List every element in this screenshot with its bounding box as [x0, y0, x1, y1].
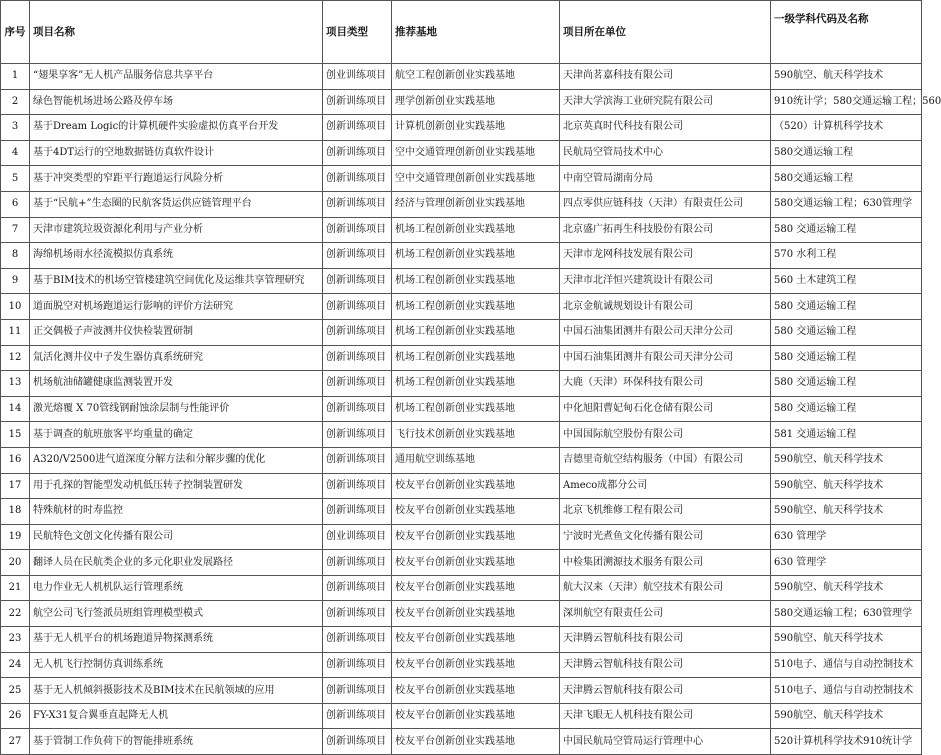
cell-type: 创业训练项目: [323, 524, 392, 550]
cell-no: 2: [1, 89, 30, 115]
cell-unit: 北京英真时代科技有限公司: [560, 115, 771, 141]
cell-base: 机场工程创新创业实践基地: [392, 345, 560, 371]
cell-unit: 天津腾云智航科技有限公司: [560, 627, 771, 653]
cell-unit: 四点零供应链科技（天津）有限责任公司: [560, 191, 771, 217]
cell-discipline: 580 交通运输工程: [771, 294, 922, 320]
table-row: [1, 473, 922, 499]
cell-no: 8: [1, 243, 30, 269]
cell-no: 4: [1, 140, 30, 166]
cell-unit: 吉德里奇航空结构服务（中国）有限公司: [560, 447, 771, 473]
cell-no: 21: [1, 575, 30, 601]
cell-name: 氚活化测井仪中子发生器仿真系统研究: [30, 345, 323, 371]
table-row: [1, 217, 922, 243]
cell-base: 校友平台创新创业实践基地: [392, 652, 560, 678]
cell-no: 15: [1, 422, 30, 448]
cell-no: 16: [1, 447, 30, 473]
cell-type: 创新训练项目: [323, 371, 392, 397]
cell-no: 18: [1, 499, 30, 525]
cell-name: 基于冲突类型的窄距平行跑道运行风险分析: [30, 166, 323, 192]
table-row: [1, 243, 922, 269]
cell-base: 理学创新创业实践基地: [392, 89, 560, 115]
table-row: [1, 371, 922, 397]
cell-unit: 天津腾云智航科技有限公司: [560, 652, 771, 678]
cell-base: 校友平台创新创业实践基地: [392, 550, 560, 576]
cell-discipline: 580交通运输工程；630管理学: [771, 191, 922, 217]
cell-name: “翅果享客”无人机产品服务信息共享平台: [30, 64, 323, 90]
cell-no: 25: [1, 678, 30, 704]
cell-discipline: 580 交通运输工程: [771, 319, 922, 345]
cell-type: 创新训练项目: [323, 217, 392, 243]
cell-name: A320/V2500进气道深度分解方法和分解步骤的优化: [30, 447, 323, 473]
cell-discipline: 570 水利工程: [771, 243, 922, 269]
cell-type: 创新训练项目: [323, 601, 392, 627]
header-discipline: 一级学科代码及名称: [771, 1, 922, 64]
cell-base: 经济与管理创新创业实践基地: [392, 191, 560, 217]
cell-type: 创新训练项目: [323, 243, 392, 269]
cell-base: 校友平台创新创业实践基地: [392, 627, 560, 653]
cell-type: 创新训练项目: [323, 473, 392, 499]
cell-type: 创新训练项目: [323, 447, 392, 473]
cell-base: 飞行技术创新创业实践基地: [392, 422, 560, 448]
cell-no: 19: [1, 524, 30, 550]
table-row: [1, 601, 922, 627]
cell-type: 创新训练项目: [323, 294, 392, 320]
cell-name: 机场航油储罐健康监测装置开发: [30, 371, 323, 397]
cell-name: 基于4DT运行的空地数据链仿真软件设计: [30, 140, 323, 166]
cell-name: 海绵机场雨水径流模拟仿真系统: [30, 243, 323, 269]
cell-unit: 北京盛广拓再生科技股份有限公司: [560, 217, 771, 243]
cell-no: 22: [1, 601, 30, 627]
cell-discipline: 581 交通运输工程: [771, 422, 922, 448]
cell-no: 20: [1, 550, 30, 576]
cell-base: 校友平台创新创业实践基地: [392, 729, 560, 755]
table-row: [1, 294, 922, 320]
cell-unit: 中国民航局空管局运行管理中心: [560, 729, 771, 755]
cell-type: 创新训练项目: [323, 191, 392, 217]
cell-name: 基于调查的航班旅客平均重量的确定: [30, 422, 323, 448]
cell-base: 机场工程创新创业实践基地: [392, 371, 560, 397]
cell-name: 用于孔探的智能型发动机低压转子控制装置研发: [30, 473, 323, 499]
cell-unit: 中南空管局湖南分局: [560, 166, 771, 192]
cell-name: 基于管制工作负荷下的智能排班系统: [30, 729, 323, 755]
table-row: [1, 64, 922, 90]
cell-discipline: 590航空、航天科学技术: [771, 627, 922, 653]
cell-unit: 大鹿（天津）环保科技有限公司: [560, 371, 771, 397]
cell-name: 基于BIM技术的机场空管楼建筑空间优化及运维共享管理研究: [30, 268, 323, 294]
cell-base: 通用航空训练基地: [392, 447, 560, 473]
cell-name: 正交偶极子声波测井仪快检装置研制: [30, 319, 323, 345]
cell-unit: 中国国际航空股份有限公司: [560, 422, 771, 448]
table-row: [1, 729, 922, 755]
cell-discipline: 580 交通运输工程: [771, 371, 922, 397]
cell-base: 机场工程创新创业实践基地: [392, 319, 560, 345]
cell-name: 特殊航材的时寿监控: [30, 499, 323, 525]
cell-unit: 中检集团溯源技术服务有限公司: [560, 550, 771, 576]
cell-discipline: 590航空、航天科学技术: [771, 447, 922, 473]
cell-base: 机场工程创新创业实践基地: [392, 294, 560, 320]
cell-name: 电力作业无人机机队运行管理系统: [30, 575, 323, 601]
cell-type: 创新训练项目: [323, 627, 392, 653]
cell-base: 机场工程创新创业实践基地: [392, 268, 560, 294]
cell-no: 11: [1, 319, 30, 345]
cell-no: 24: [1, 652, 30, 678]
cell-discipline: 510电子、通信与自动控制技术: [771, 652, 922, 678]
table-row: [1, 575, 922, 601]
cell-base: 校友平台创新创业实践基地: [392, 473, 560, 499]
cell-unit: 民航局空管局技术中心: [560, 140, 771, 166]
cell-name: 无人机飞行控制仿真训练系统: [30, 652, 323, 678]
cell-discipline: 580 交通运输工程: [771, 396, 922, 422]
cell-name: 基于无人机平台的机场跑道异物探测系统: [30, 627, 323, 653]
cell-unit: Ameco成都分公司: [560, 473, 771, 499]
cell-type: 创新训练项目: [323, 319, 392, 345]
cell-type: 创业训练项目: [323, 64, 392, 90]
cell-base: 机场工程创新创业实践基地: [392, 217, 560, 243]
cell-base: 计算机创新创业实践基地: [392, 115, 560, 141]
cell-type: 创新训练项目: [323, 703, 392, 729]
cell-unit: 中国石油集团测井有限公司天津分公司: [560, 319, 771, 345]
cell-type: 创新训练项目: [323, 396, 392, 422]
cell-name: 民航特色文创文化传播有限公司: [30, 524, 323, 550]
cell-discipline: 580 交通运输工程: [771, 345, 922, 371]
cell-discipline: 630 管理学: [771, 550, 922, 576]
cell-discipline: 630 管理学: [771, 524, 922, 550]
cell-unit: 天津尚茗嘉科技有限公司: [560, 64, 771, 90]
table-row: [1, 652, 922, 678]
cell-base: 空中交通管理创新创业实践基地: [392, 140, 560, 166]
table-row: [1, 396, 922, 422]
cell-no: 17: [1, 473, 30, 499]
cell-type: 创新训练项目: [323, 550, 392, 576]
cell-name: 基于Dream Logic的计算机硬件实验虚拟仿真平台开发: [30, 115, 323, 141]
cell-unit: 天津腾云智航科技有限公司: [560, 678, 771, 704]
cell-name: 激光熔覆 X 70管线钢耐蚀涂层制与性能评价: [30, 396, 323, 422]
cell-base: 空中交通管理创新创业实践基地: [392, 166, 560, 192]
cell-type: 创新训练项目: [323, 140, 392, 166]
cell-unit: 天津大学滨海工业研究院有限公司: [560, 89, 771, 115]
table-row: [1, 703, 922, 729]
cell-unit: 航大汉来（天津）航空技术有限公司: [560, 575, 771, 601]
table-row: [1, 140, 922, 166]
cell-base: 机场工程创新创业实践基地: [392, 243, 560, 269]
cell-type: 创新训练项目: [323, 166, 392, 192]
table-row: [1, 268, 922, 294]
cell-type: 创新训练项目: [323, 345, 392, 371]
cell-unit: 天津市龙网科技发展有限公司: [560, 243, 771, 269]
cell-unit: 北京金航诚规划设计有限公司: [560, 294, 771, 320]
cell-type: 创新训练项目: [323, 652, 392, 678]
cell-discipline: 560 土木建筑工程: [771, 268, 922, 294]
cell-name: 天津市建筑垃圾资源化利用与产业分析: [30, 217, 323, 243]
cell-type: 创新训练项目: [323, 115, 392, 141]
cell-unit: 深圳航空有限责任公司: [560, 601, 771, 627]
cell-no: 1: [1, 64, 30, 90]
cell-unit: 中国石油集团测井有限公司天津分公司: [560, 345, 771, 371]
cell-unit: 天津市北洋恒兴建筑设计有限公司: [560, 268, 771, 294]
cell-no: 10: [1, 294, 30, 320]
cell-discipline: 580 交通运输工程: [771, 217, 922, 243]
cell-base: 校友平台创新创业实践基地: [392, 703, 560, 729]
cell-base: 校友平台创新创业实践基地: [392, 601, 560, 627]
cell-no: 3: [1, 115, 30, 141]
table-row: [1, 447, 922, 473]
cell-base: 航空工程创新创业实践基地: [392, 64, 560, 90]
table-row: [1, 89, 922, 115]
cell-type: 创新训练项目: [323, 422, 392, 448]
cell-discipline: 580交通运输工程: [771, 166, 922, 192]
cell-type: 创新训练项目: [323, 89, 392, 115]
table-row: [1, 422, 922, 448]
cell-name: 翻译人员在民航类企业的多元化职业发展路径: [30, 550, 323, 576]
header-row: [1, 1, 922, 64]
table-row: [1, 191, 922, 217]
cell-no: 23: [1, 627, 30, 653]
cell-discipline: 590航空、航天科学技术: [771, 64, 922, 90]
cell-discipline: 590航空、航天科学技术: [771, 473, 922, 499]
cell-name: 道面脱空对机场跑道运行影响的评价方法研究: [30, 294, 323, 320]
cell-name: 基于“民航+”生态圈的民航客货运供应链管理平台: [30, 191, 323, 217]
cell-no: 6: [1, 191, 30, 217]
table-row: [1, 550, 922, 576]
cell-type: 创新训练项目: [323, 678, 392, 704]
table-row: [1, 524, 922, 550]
cell-discipline: 580交通运输工程: [771, 140, 922, 166]
cell-base: 校友平台创新创业实践基地: [392, 678, 560, 704]
cell-no: 27: [1, 729, 30, 755]
cell-unit: 中化旭阳曹妃甸石化仓储有限公司: [560, 396, 771, 422]
table-row: [1, 115, 922, 141]
cell-type: 创新训练项目: [323, 268, 392, 294]
cell-no: 14: [1, 396, 30, 422]
cell-name: 基于无人机倾斜摄影技术及BIM技术在民航领域的应用: [30, 678, 323, 704]
header-type: 项目类型: [323, 1, 392, 64]
cell-base: 校友平台创新创业实践基地: [392, 499, 560, 525]
cell-no: 9: [1, 268, 30, 294]
cell-base: 校友平台创新创业实践基地: [392, 524, 560, 550]
table-row: [1, 345, 922, 371]
header-unit: 项目所在单位: [560, 1, 771, 64]
cell-base: 机场工程创新创业实践基地: [392, 396, 560, 422]
cell-type: 创新训练项目: [323, 499, 392, 525]
cell-no: 12: [1, 345, 30, 371]
cell-discipline: 590航空、航天科学技术: [771, 575, 922, 601]
table-row: [1, 678, 922, 704]
cell-name: FY-X31复合翼垂直起降无人机: [30, 703, 323, 729]
cell-type: 创新训练项目: [323, 729, 392, 755]
header-name: 项目名称: [30, 1, 323, 64]
cell-discipline: （520）计算机科学技术: [771, 115, 922, 141]
table-row: [1, 166, 922, 192]
cell-discipline: 590航空、航天科学技术: [771, 703, 922, 729]
cell-unit: 宁波时光煮鱼文化传播有限公司: [560, 524, 771, 550]
cell-discipline: 510电子、通信与自动控制技术: [771, 678, 922, 704]
cell-unit: 北京飞机维修工程有限公司: [560, 499, 771, 525]
table-row: [1, 499, 922, 525]
cell-no: 7: [1, 217, 30, 243]
cell-no: 5: [1, 166, 30, 192]
cell-type: 创新训练项目: [323, 575, 392, 601]
cell-no: 13: [1, 371, 30, 397]
cell-name: 航空公司飞行签派员班组管理模型模式: [30, 601, 323, 627]
cell-discipline: 580交通运输工程；630管理学: [771, 601, 922, 627]
cell-unit: 天津飞眼无人机科技有限公司: [560, 703, 771, 729]
cell-name: 绿色智能机场进场公路及停车场: [30, 89, 323, 115]
header-no: 序号: [1, 1, 30, 64]
cell-discipline: 910统计学；580交通运输工程；560: [771, 89, 922, 115]
table-row: [1, 319, 922, 345]
cell-base: 校友平台创新创业实践基地: [392, 575, 560, 601]
table-row: [1, 627, 922, 653]
cell-discipline: 520计算机科学技术910统计学: [771, 729, 922, 755]
cell-no: 26: [1, 703, 30, 729]
cell-discipline: 590航空、航天科学技术: [771, 499, 922, 525]
header-base: 推荐基地: [392, 1, 560, 64]
